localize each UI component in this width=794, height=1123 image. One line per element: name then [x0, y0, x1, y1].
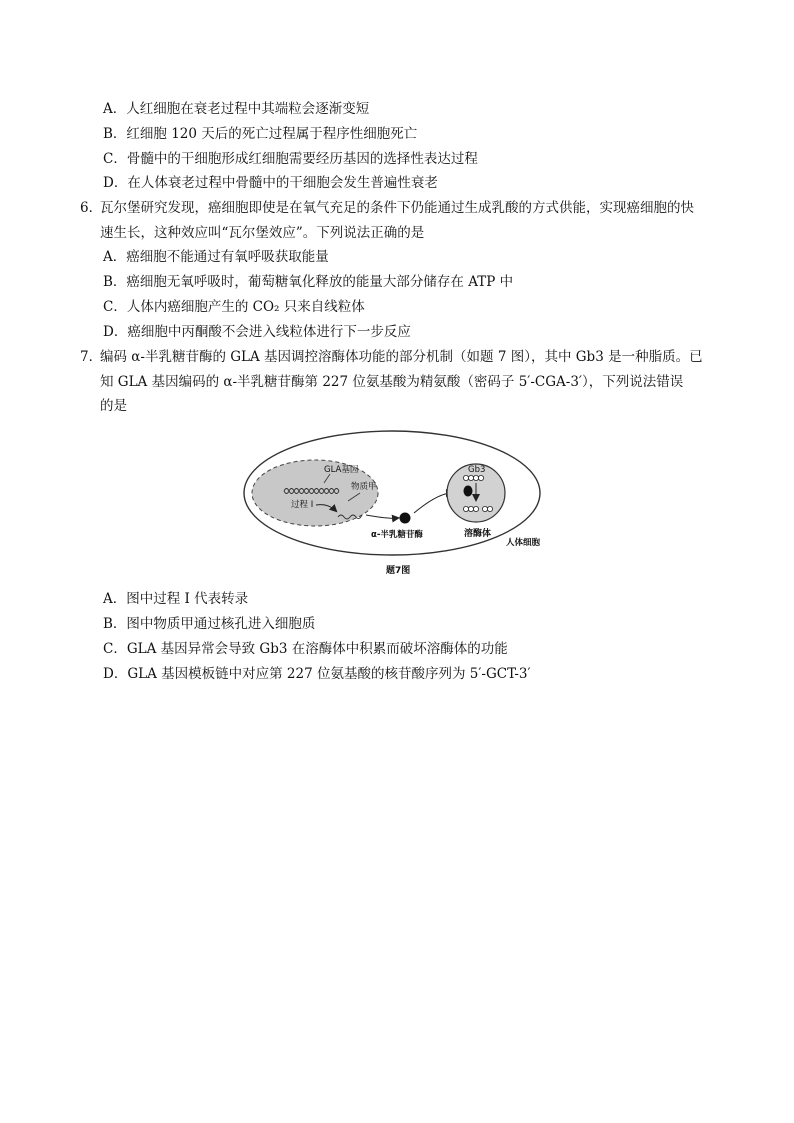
q7-option-d: D．GLA 基因模板链中对应第 227 位氨基酸的核苷酸序列为 5′-GCT-3′	[103, 666, 531, 682]
q5-option-d: D．在人体衰老过程中骨髓中的干细胞会发生普遍性衰老	[103, 175, 438, 191]
q5-option-a: A．人红细胞在衰老过程中其端粒会逐渐变短	[103, 101, 370, 117]
label-enzyme: α-半乳糖苷酶	[371, 530, 423, 540]
q7-option-c: C．GLA 基因异常会导致 Gb3 在溶酶体中积累而破坏溶酶体的功能	[103, 641, 508, 657]
label-gla-gene: GLA基因	[324, 465, 359, 475]
q7-stem-line1: 编码 α-半乳糖苷酶的 GLA 基因调控溶酶体功能的部分机制（如题 7 图），其中 Gb3 是一种脂质。已	[100, 349, 703, 365]
q6-option-b: B．癌细胞无氧呼吸时，葡萄糖氧化释放的能量大部分储存在 ATP 中	[103, 274, 514, 290]
label-human-cell: 人体细胞	[506, 538, 541, 548]
q6-number: 6．	[80, 200, 103, 216]
q6-stem-line2: 速生长，这种效应叫“瓦尔堡效应”。下列说法正确的是	[100, 225, 425, 241]
label-process-1: 过程 I	[291, 500, 314, 510]
q6-option-d: D．癌细胞中丙酮酸不会进入线粒体进行下一步反应	[103, 324, 411, 340]
q5-option-b: B．红细胞 120 天后的死亡过程属于程序性细胞死亡	[103, 126, 418, 142]
label-substance-jia: 物质甲	[351, 482, 377, 492]
enzyme-dot	[400, 513, 411, 524]
products-icon	[463, 506, 492, 511]
q7-option-b: B．图中物质甲通过核孔进入细胞质	[103, 616, 316, 632]
q7-stem-line2: 知 GLA 基因编码的 α-半乳糖苷酶第 227 位氨基酸为精氨酸（密码子 5′-CGA-3′），下列说法错误	[100, 374, 684, 390]
q5-option-c: C．骨髓中的干细胞形成红细胞需要经历基因的选择性表达过程	[103, 151, 478, 167]
q7-number: 7．	[80, 349, 103, 365]
q7-stem-line3: 的是	[100, 398, 127, 414]
q7-option-a: A．图中过程 I 代表转录	[103, 591, 249, 607]
figure-caption: 题7图	[386, 566, 411, 576]
q6-option-c: C．人体内癌细胞产生的 CO₂ 只来自线粒体	[103, 299, 365, 315]
q6-stem-line1: 瓦尔堡研究发现，癌细胞即使是在氧气充足的条件下仍能通过生成乳酸的方式供能，实现癌细胞的快	[100, 200, 694, 216]
q7-figure	[240, 425, 550, 580]
label-lysosome: 溶酶体	[464, 529, 492, 539]
q6-option-a: A．癌细胞不能通过有氧呼吸获取能量	[103, 249, 329, 265]
label-gb3: Gb3	[468, 465, 486, 475]
